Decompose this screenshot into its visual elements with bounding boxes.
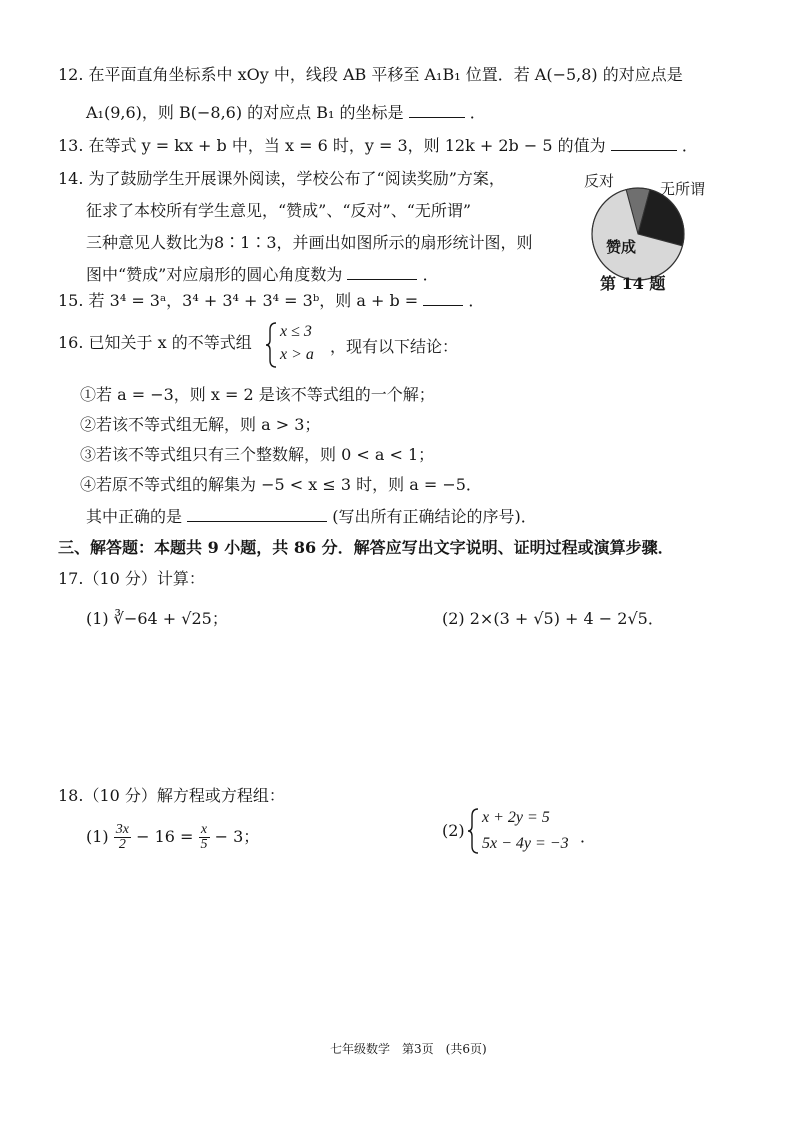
q18-p2-eq2: 5x − 4y = −3 — [482, 835, 569, 852]
q14-number: 14. — [58, 169, 84, 188]
q16-intro — [58, 332, 252, 354]
q13-line — [58, 135, 698, 157]
q14-end: ． — [422, 265, 439, 284]
q16-brace — [266, 322, 278, 368]
q14-text-4: 图中“赞成”对应扇形的圆心角度数为 — [86, 265, 343, 284]
q12-line1 — [58, 64, 683, 86]
q12-text-2: A₁(9,6)，则 B(−8,6) 的对应点 B₁ 的坐标是 — [86, 103, 404, 122]
q15-end: ． — [468, 291, 485, 310]
q18-p1-label: (1) — [86, 827, 109, 846]
q18-p2-label: (2) — [442, 821, 465, 840]
q17-part-1: (1) ∛−64 + √25； — [86, 609, 228, 628]
pie-label-oppose: 反对 — [584, 172, 615, 190]
q15-answer-blank[interactable] — [423, 291, 463, 306]
q12-number: 12. — [58, 65, 84, 84]
q18-p1-mid: − 16 = — [136, 827, 194, 846]
q16-ask: 其中正确的是 — [86, 507, 183, 526]
q16-conclusion-4: ④若原不等式组的解集为 −5 < x ≤ 3 时，则 a = −5． — [80, 475, 482, 494]
q18-part-1 — [86, 822, 259, 852]
page-footer: 七年级数学 第3页 (共6页) — [330, 1042, 487, 1056]
q18-p1-frac2-den: 5 — [200, 837, 208, 852]
q18-p1-fraction-2 — [199, 823, 210, 852]
q14-text-3: 三种意见人数比为8∶1∶3，并画出如图所示的扇形统计图，则 — [86, 233, 533, 252]
q16-ask-end: (写出所有正确结论的序号)． — [332, 507, 537, 526]
q18-p2-eq1: x + 2y = 5 — [482, 809, 550, 826]
q18-heading: 18.（10 分）解方程或方程组： — [58, 786, 285, 805]
q16-ask-line — [86, 506, 537, 528]
q16-after: ，现有以下结论： — [330, 337, 459, 356]
q12-end: ． — [469, 103, 486, 122]
q14-caption: 第 14 题 — [600, 274, 666, 293]
q12-text-1: 在平面直角坐标系中 xOy 中，线段 AB 平移至 A₁B₁ 位置．若 A(−5,8) 的对应点是 — [88, 65, 683, 84]
q12-line2 — [86, 102, 486, 124]
q16-answer-blank[interactable] — [187, 507, 327, 522]
q18-p1-frac1-den: 2 — [118, 837, 126, 852]
q16-number: 16. — [58, 333, 84, 352]
q14-line3 — [86, 232, 533, 254]
q15-number: 15. — [58, 291, 84, 310]
q13-text: 在等式 y = kx + b 中，当 x = 6 时，y = 3，则 12k + 2b − 5 的值为 — [88, 136, 606, 155]
q14-pie-chart — [588, 184, 688, 284]
pie-label-favor: 赞成 — [606, 238, 637, 256]
q14-line2 — [86, 200, 471, 222]
q16-conclusion-3: ③若该不等式组只有三个整数解，则 0 < a < 1； — [80, 445, 435, 464]
q14-answer-blank[interactable] — [347, 265, 417, 280]
q14-line1 — [58, 168, 505, 190]
q16-system-eq1: x ≤ 3 — [280, 323, 312, 340]
q18-p1-frac1-num: 3x — [115, 822, 129, 837]
q16-system-eq2: x > a — [280, 346, 314, 363]
q13-number: 13. — [58, 136, 84, 155]
q17-part-2: (2) 2×(3 + √5) + 4 − 2√5． — [442, 609, 664, 628]
pie-label-indifferent: 无所谓 — [660, 180, 706, 198]
q16-intro-text: 已知关于 x 的不等式组 — [88, 333, 252, 352]
q16-conclusion-2: ②若该不等式组无解，则 a > 3； — [80, 415, 321, 434]
q18-p1-fraction-1 — [114, 823, 131, 852]
q15-text: 若 3⁴ = 3ᵃ，3⁴ + 3⁴ + 3⁴ = 3ᵇ，则 a + b = — [88, 291, 419, 310]
q13-end: ． — [681, 136, 698, 155]
q18-p1-end: − 3； — [214, 827, 260, 846]
q14-text-1: 为了鼓励学生开展课外阅读，学校公布了“阅读奖励”方案， — [88, 169, 505, 188]
section-3-heading: 三、解答题：本题共 9 小题，共 86 分．解答应写出文字说明、证明过程或演算步骤． — [58, 538, 674, 557]
q15-line — [58, 290, 484, 312]
q18-p2-end: ． — [580, 827, 597, 846]
q17-heading: 17.（10 分）计算： — [58, 569, 205, 588]
q18-p2-brace — [468, 808, 480, 854]
q16-conclusion-1: ①若 a = −3，则 x = 2 是该不等式组的一个解； — [80, 385, 435, 404]
q14-line4 — [86, 264, 439, 286]
q13-answer-blank[interactable] — [611, 136, 677, 151]
q18-p1-frac2-num: x — [199, 823, 210, 838]
q14-text-2: 征求了本校所有学生意见，“赞成”、“反对”、“无所谓” — [86, 201, 472, 220]
q12-answer-blank[interactable] — [409, 103, 465, 118]
